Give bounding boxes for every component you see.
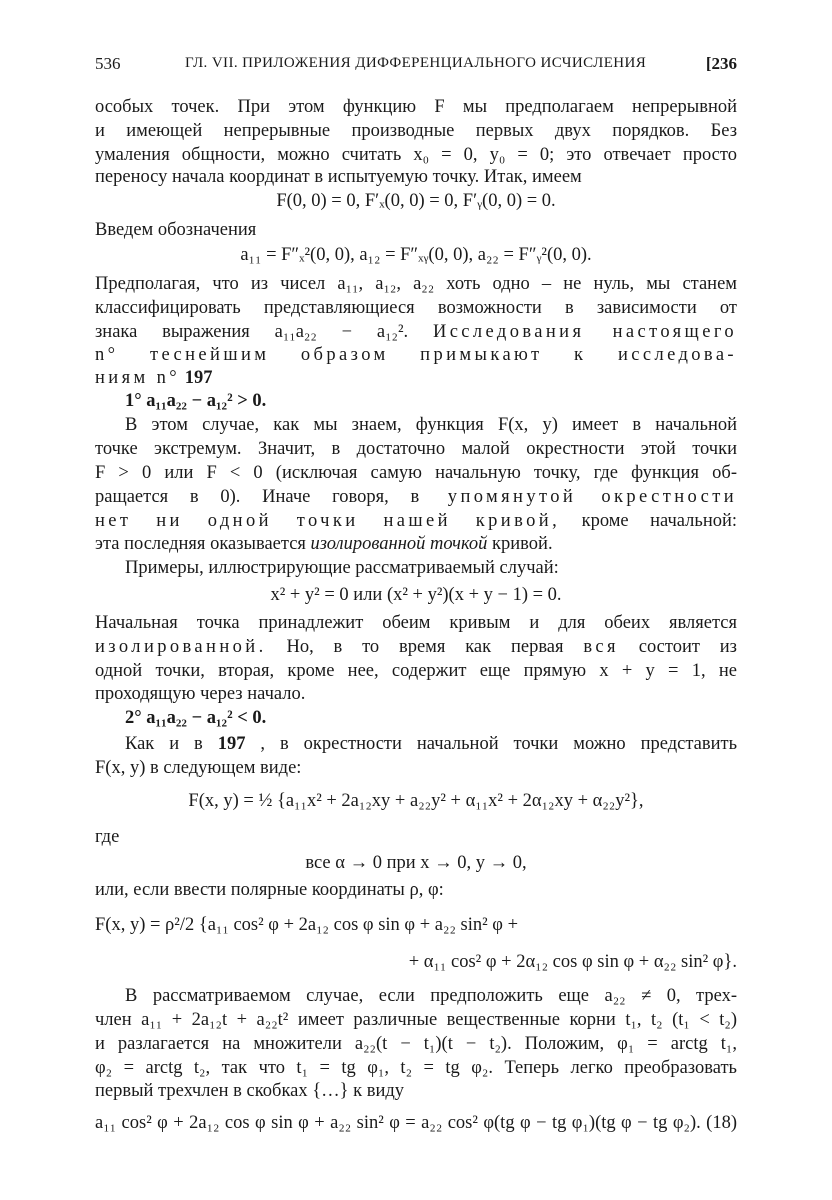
text-span: кроме начальной: [581, 511, 738, 531]
text-line: и имеющей непрерывные производные первых двух порядков. Без [95, 121, 737, 141]
text-line: проходящую через начало. [95, 684, 306, 704]
text-line [125, 733, 737, 755]
text-line: F > 0 или F < 0 (исключая самую начальную точку, где функция об- [95, 463, 737, 483]
equation: + α₁₁ cos² φ + 2α₁₂ cos φ sin φ + α₂₂ sin² φ}. [408, 952, 737, 972]
text-line [95, 486, 737, 508]
spaced-text: в упомянутой окрестности [410, 487, 737, 507]
italic-term: изолированной точкой [310, 534, 488, 554]
text-line: где [95, 827, 120, 847]
equation: все α → 0 при x → 0, y → 0, [305, 853, 527, 873]
equation: x² + y² = 0 или (x² + y²)(x + y − 1) = 0. [270, 585, 562, 605]
text-span: эта последняя оказывается [95, 534, 306, 554]
case-heading: 1° a₁₁a₂₂ − a₁₂² > 0. [125, 391, 267, 411]
spaced-text: вся [583, 637, 619, 657]
text-line: особых точек. При этом функцию F мы предполагаем непрерывной [95, 97, 737, 117]
text-line: классифицировать представляющиеся возможности в зависимости от [95, 298, 737, 318]
text-line: Введем обозначения [95, 220, 257, 240]
text-line [95, 367, 737, 389]
text-line: Предполагая, что из чисел a₁₁, a₁₂, a₂₂ хоть одно – не нуль, мы станем [95, 274, 737, 294]
text-line: умаления общности, можно считать x₀ = 0, y₀ = 0; это отвечает просто [95, 145, 737, 165]
equation: F(x, y) = ρ²/2 {a₁₁ cos² φ + 2a₁₂ cos φ sin φ + a₂₂ sin² φ + [95, 915, 519, 935]
text-span: Как и в [125, 734, 203, 754]
text-line: одной точки, вторая, кроме нее, содержит еще прямую x + y = 1, не [95, 661, 737, 681]
text-line [95, 321, 737, 343]
spaced-text: изолированной. [95, 637, 267, 657]
spaced-text: нет ни одной точки нашей кривой, [95, 511, 561, 531]
text-line: или, если ввести полярные координаты ρ, φ: [95, 880, 444, 900]
equation: a₁₁ cos² φ + 2a₁₂ cos φ sin φ + a₂₂ sin² φ = a₂₂ cos² φ(tg φ − tg φ₁)(tg φ − tg φ₂). (18) [95, 1113, 737, 1133]
spaced-text: Исследования настоящего [432, 322, 737, 342]
text-line: F(x, y) в следующем виде: [95, 758, 302, 778]
section-reference: 197 [184, 368, 213, 388]
text-line: и разлагается на множители a₂₂(t − t₁)(t − t₂). Положим, φ₁ = arctg t₁, [95, 1034, 737, 1054]
text-line: переносу начала координат в испытуемую точку. Итак, имеем [95, 167, 582, 187]
text-line: Начальная точка принадлежит обеим кривым и для обеих является [95, 613, 737, 633]
text-span: состоит из [638, 637, 737, 657]
text-line [95, 636, 737, 658]
text-line [95, 533, 737, 555]
text-line: член a₁₁ + 2a₁₂t + a₂₂t² имеет различные вещественные корни t₁, t₂ (t₁ < t₂) [95, 1010, 737, 1030]
text-line: В этом случае, как мы знаем, функция F(x, y) имеет в начальной [125, 415, 737, 435]
text-span: ращается в 0). Иначе говоря, [95, 487, 389, 507]
text-line: Примеры, иллюстрирующие рассматриваемый случай: [125, 558, 559, 578]
text-span: кривой. [492, 534, 553, 554]
equation: F(x, y) = ½ {a₁₁x² + 2a₁₂xy + a₂₂y² + α₁₁x² + 2α₁₂xy + α₂₂y²}, [188, 791, 644, 811]
text-span: , в окрестности начальной точки можно представить [260, 734, 738, 754]
text-line: точке экстремум. Значит, в достаточно малой окрестности этой точки [95, 439, 737, 459]
equation: F(0, 0) = 0, F′ₓ(0, 0) = 0, F′ᵧ(0, 0) = 0. [276, 191, 556, 211]
page-number: 536 [95, 54, 121, 73]
text-line [95, 510, 737, 532]
text-line: n° теснейшим образом примыкают к исследова- [95, 345, 737, 365]
text-span: знака выражения a₁₁a₂₂ − a₁₂². [95, 322, 409, 342]
text-span: Но, в то время как первая [286, 637, 564, 657]
case-heading: 2° a₁₁a₂₂ − a₁₂² < 0. [125, 708, 267, 728]
section-number: [236 [705, 54, 737, 73]
section-reference: 197 [217, 734, 246, 754]
text-line: φ₂ = arctg t₂, так что t₁ = tg φ₁, t₂ = tg φ₂. Теперь легко преобразовать [95, 1058, 737, 1078]
running-header [95, 54, 737, 80]
chapter-title: ГЛ. VII. ПРИЛОЖЕНИЯ ДИФФЕРЕНЦИАЛЬНОГО ИСЧИСЛЕНИЯ [185, 55, 647, 71]
equation: a₁₁ = F″ₓ²(0, 0), a₁₂ = F″ₓᵧ(0, 0), a₂₂ = F″ᵧ²(0, 0). [240, 245, 592, 265]
text-line: первый трехчлен в скобках {…} к виду [95, 1081, 405, 1101]
text-line: В рассматриваемом случае, если предположить еще a₂₂ ≠ 0, трех- [125, 986, 737, 1006]
spaced-text: ниям n° [95, 368, 181, 388]
